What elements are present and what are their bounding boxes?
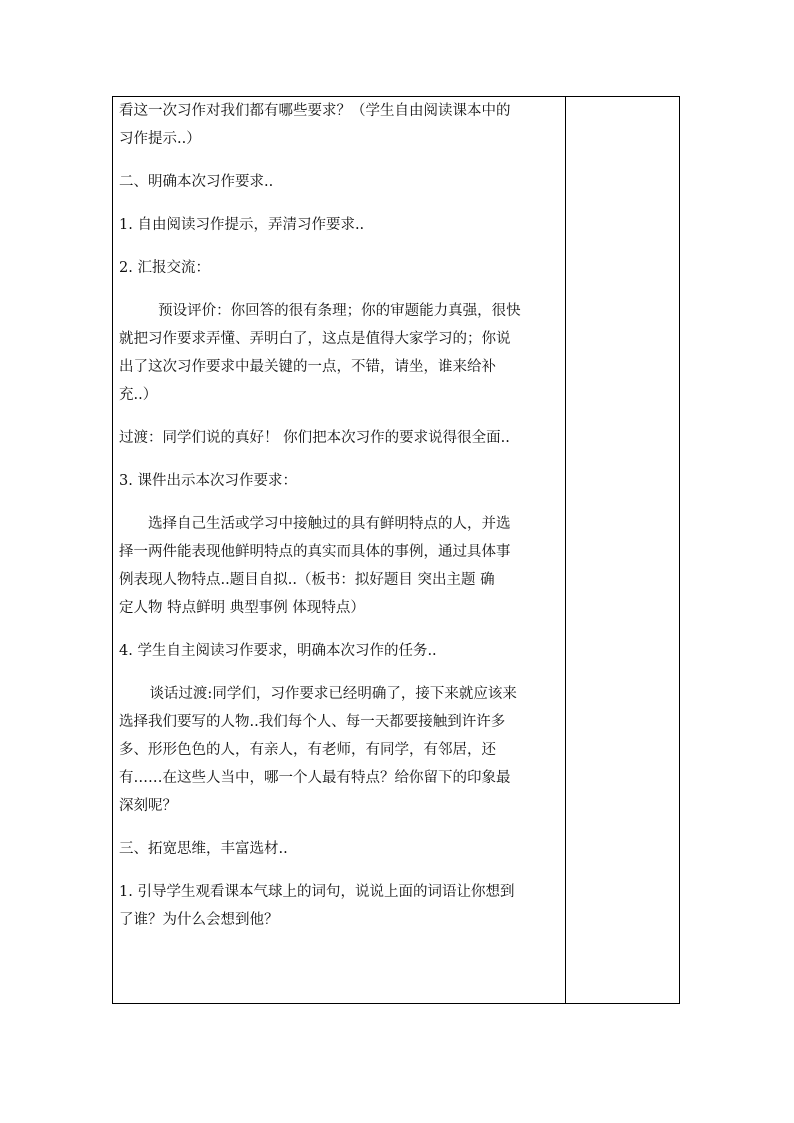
text-line: 预设评价：你回答的很有条理；你的审题能力真强，很快: [158, 303, 521, 319]
step-text: 4. 学生自主阅读习作要求，明确本次习作的任务..: [119, 643, 437, 659]
notes-column: [565, 97, 566, 1003]
heading-text: 三、拓宽思维，丰富选材..: [119, 841, 288, 857]
step-1: [119, 211, 559, 239]
lesson-content-cell: [119, 97, 559, 949]
step-text: 1. 自由阅读习作提示，弄清习作要求..: [119, 217, 365, 233]
step-2: [119, 254, 559, 282]
text-line: 就把习作要求弄懂、弄明白了，这点是值得大家学习的；你说: [119, 331, 511, 347]
section-heading-2: [119, 168, 559, 196]
text-line: 选择自己生活或学习中接触过的具有鲜明特点的人，并选: [148, 516, 511, 532]
text-line: 多、形形色色的人，有亲人，有老师，有同学，有邻居，还: [119, 742, 496, 758]
text-line: 择一两件能表现他鲜明特点的真实而具体的事例，通过具体事: [119, 544, 511, 560]
step-text: 3. 课件出示本次习作要求：: [119, 473, 297, 489]
text-line: 了谁？为什么会想到他？: [119, 912, 279, 928]
text-line: 过渡：同学们说的真好！ 你们把本次习作的要求说得很全面..: [119, 430, 510, 446]
text-line: 定人物 特点鲜明 典型事例 体现特点）: [119, 600, 365, 616]
paragraph-intro: [119, 97, 559, 153]
text-line: 习作提示..）: [119, 131, 201, 147]
text-line: 选择我们要写的人物..我们每个人、每一天都要接触到许许多: [119, 714, 506, 730]
text-line: 谈话过渡:同学们，习作要求已经明确了，接下来就应该来: [149, 686, 517, 702]
paragraph-requirements: [119, 510, 559, 622]
text-line: 看这一次习作对我们都有哪些要求？（学生自由阅读课本中的: [119, 103, 511, 119]
text-line: 充..）: [119, 387, 158, 403]
step-text: 2. 汇报交流：: [119, 260, 210, 276]
text-line: 例表现人物特点..题目自拟..（板书：拟好题目 突出主题 确: [119, 572, 495, 588]
text-line: 1. 引导学生观看课本气球上的词句，说说上面的词语让你想到: [119, 884, 515, 900]
paragraph-evaluation: [119, 297, 559, 409]
heading-text: 二、明确本次习作要求..: [119, 174, 274, 190]
step-4: [119, 637, 559, 665]
section-heading-3: [119, 835, 559, 863]
step-guide: [119, 878, 559, 934]
text-line: 深刻呢？: [119, 798, 177, 814]
text-line: 出了这次习作要求中最关键的一点，不错，请坐，谁来给补: [119, 359, 496, 375]
step-3: [119, 467, 559, 495]
paragraph-talk-transition: [119, 680, 559, 820]
lesson-table: [112, 96, 680, 1004]
text-line: 有……在这些人当中，哪一个人最有特点？给你留下的印象最: [119, 770, 511, 786]
transition-line: [119, 424, 559, 452]
